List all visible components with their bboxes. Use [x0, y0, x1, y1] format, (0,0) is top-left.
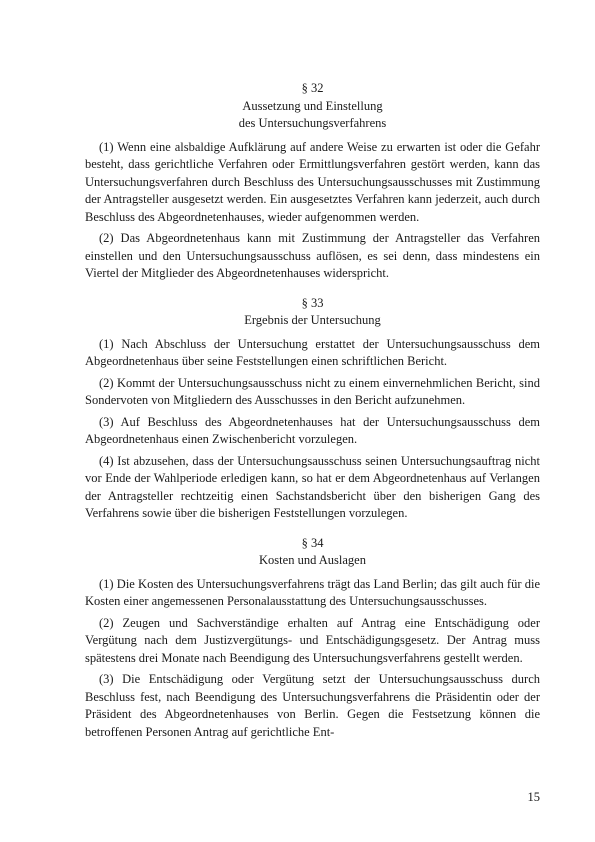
section-heading [85, 535, 540, 570]
section-title-line: Ergebnis der Untersuchung [244, 313, 381, 327]
paragraph: (1) Die Kosten des Untersuchungsverfahrens trägt das Land Berlin; das gilt auch für die Kosten einer angemessenen Personalausstattung des Untersuchungsausschusses. [85, 576, 540, 608]
paragraph: (3) Die Entschädigung oder Vergütung setzt der Untersuchungsausschuss durch Beschluss fest, nach Beendigung des Untersuchungsverfahrens die Präsidentin oder der Präsident des Abgeordnetenhauses von Berlin. Gegen die Festsetzung können die betroffenen Personen Antrag auf gerichtliche Ent- [85, 672, 540, 739]
section-32 [85, 80, 540, 283]
page-number: 15 [527, 790, 540, 804]
section-number: § 33 [301, 295, 324, 310]
document-page [85, 80, 540, 753]
paragraph: (1) Wenn eine alsbaldige Aufklärung auf andere Weise zu erwarten ist oder die Gefahr besteht, dass gerichtliche Verfahren oder Ermittlungsverfahren gestört werden, kann das Untersuchungsverfahren durch Beschluss des Untersuchungsausschusses mit Zustimmung der Antragsteller ausgesetzt werden. Ein ausgesetztes Verfahren kann jederzeit, auch durch Beschluss des Abgeordnetenhauses, wieder aufgenommen werden. [85, 139, 540, 224]
section-title-line: Kosten und Auslagen [259, 553, 366, 567]
section-heading [85, 80, 540, 133]
section-title-line: Aussetzung und Einstellung [242, 98, 383, 113]
paragraph: (1) Nach Abschluss der Untersuchung erstattet der Untersuchungsausschuss dem Abgeordnetenhaus über seine Feststellungen einen schriftlichen Bericht. [85, 336, 540, 368]
section-number: § 34 [301, 535, 324, 550]
section-34 [85, 535, 540, 742]
paragraph: (2) Kommt der Untersuchungsausschuss nicht zu einem einvernehmlichen Bericht, sind Sondervoten von Mitgliedern des Ausschusses in den Bericht aufzunehmen. [85, 375, 540, 407]
section-title-line: des Untersuchungsverfahrens [238, 116, 387, 130]
section-number: § 32 [301, 81, 324, 95]
paragraph: (3) Auf Beschluss des Abgeordnetenhauses hat der Untersuchungsausschuss dem Abgeordnetenhaus einen Zwischenbericht vorzulegen. [85, 414, 540, 446]
section-heading [85, 295, 540, 330]
paragraph: (2) Zeugen und Sachverständige erhalten auf Antrag eine Entschädigung oder Vergütung nach dem Justizvergütungs- und Entschädigungsgesetz. Der Antrag muss spätestens drei Monate nach Beendigung des Untersuchungsverfahrens gestellt werden. [85, 615, 540, 665]
section-33 [85, 295, 540, 523]
paragraph: (4) Ist abzusehen, dass der Untersuchungsausschuss seinen Untersuchungsauftrag nicht vor Ende der Wahlperiode erledigen kann, so hat er dem Abgeordnetenhaus auf Verlangen der Antragsteller rechtzeitig einen Sachstandsbericht über den bisherigen Gang des Verfahrens sowie über die bisherigen Feststellungen vorzulegen. [85, 453, 540, 520]
paragraph: (2) Das Abgeordnetenhaus kann mit Zustimmung der Antragsteller das Verfahren einstellen und den Untersuchungsausschuss auflösen, es sei denn, dass mindestens ein Viertel der Mitglieder des Abgeordnetenhauses widerspricht. [85, 231, 540, 280]
